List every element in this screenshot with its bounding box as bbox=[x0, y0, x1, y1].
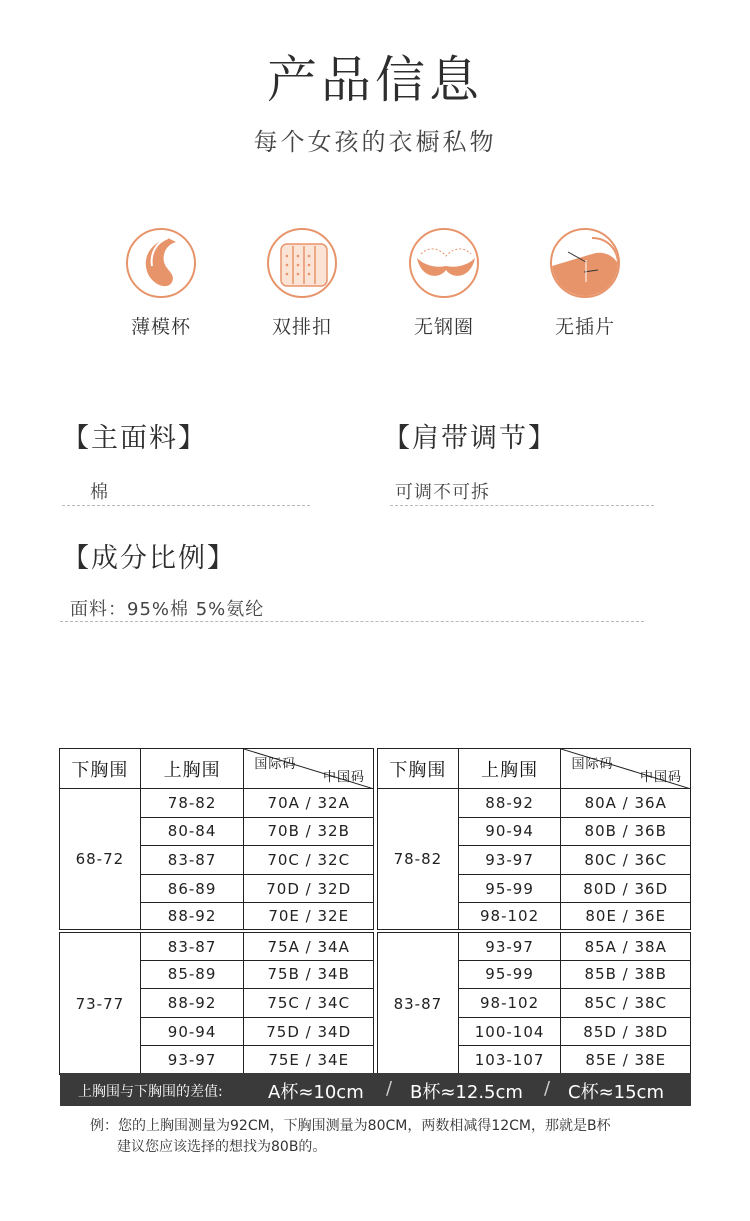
composition-heading: 【成分比例】 bbox=[62, 543, 236, 574]
bust-cell: 88-92 bbox=[140, 989, 244, 1018]
underbust-cell: 78-82 bbox=[378, 789, 459, 932]
bust-cell: 95-99 bbox=[458, 960, 561, 989]
bust-cell: 103-107 bbox=[458, 1046, 561, 1075]
header-underbust: 下胸围 bbox=[60, 749, 141, 789]
divider bbox=[390, 505, 654, 506]
feature-no-insert bbox=[525, 228, 645, 339]
feature-thin-cup bbox=[101, 228, 221, 339]
divider bbox=[60, 621, 644, 622]
bust-cell: 93-97 bbox=[458, 931, 561, 960]
note-line-1: 例：您的上胸围测量为92CM，下胸围测量为80CM，两数相减得12CM，那就是B杯 bbox=[90, 1118, 611, 1134]
bust-cell: 100-104 bbox=[458, 1017, 561, 1046]
page-title: 产品信息 bbox=[267, 51, 483, 109]
feature-label: 双排扣 bbox=[271, 316, 332, 338]
underbust-cell: 68-72 bbox=[60, 789, 141, 932]
header-underbust: 下胸围 bbox=[378, 749, 459, 789]
header-size bbox=[561, 749, 691, 789]
bust-cell: 98-102 bbox=[458, 989, 561, 1018]
bust-cell: 88-92 bbox=[458, 789, 561, 818]
feature-label: 无钢圈 bbox=[413, 316, 474, 338]
size-cell: 70A / 32A bbox=[244, 789, 374, 818]
bust-cell: 93-97 bbox=[140, 1046, 244, 1075]
bust-cell: 90-94 bbox=[140, 1017, 244, 1046]
page-subtitle: 每个女孩的衣橱私物 bbox=[253, 128, 497, 156]
size-cell: 85E / 38E bbox=[561, 1046, 691, 1075]
double-row-hook-icon bbox=[267, 228, 337, 298]
header-size bbox=[244, 749, 374, 789]
header-intl: 国际码 bbox=[571, 757, 614, 772]
bust-cell: 95-99 bbox=[458, 874, 561, 903]
header-intl: 国际码 bbox=[254, 757, 297, 772]
size-cell: 70D / 32D bbox=[244, 874, 374, 903]
strap-value: 可调不可拆 bbox=[395, 482, 490, 503]
bust-cell: 98-102 bbox=[458, 903, 561, 932]
header-bust: 上胸围 bbox=[140, 749, 244, 789]
cup-difference-bar bbox=[60, 1073, 691, 1106]
size-cell: 75A / 34A bbox=[244, 931, 374, 960]
bust-cell: 80-84 bbox=[140, 817, 244, 846]
no-insert-pad-icon bbox=[550, 228, 620, 298]
divider bbox=[62, 505, 310, 506]
header-bust: 上胸围 bbox=[458, 749, 561, 789]
size-table-right bbox=[377, 748, 691, 1075]
feature-double-hook bbox=[242, 228, 362, 339]
size-cell: 85D / 38D bbox=[561, 1017, 691, 1046]
composition-value: 面料：95%棉 5%氨纶 bbox=[70, 599, 265, 620]
note-line-2: 建议您应该选择的想找为80B的。 bbox=[117, 1139, 327, 1155]
header-cn: 中国码 bbox=[639, 770, 682, 785]
size-table-left bbox=[59, 748, 374, 1075]
header-cn: 中国码 bbox=[322, 770, 365, 785]
bust-cell: 88-92 bbox=[140, 903, 244, 932]
size-cell: 70E / 32E bbox=[244, 903, 374, 932]
main-fabric-heading: 【主面料】 bbox=[62, 423, 207, 454]
size-cell: 80C / 36C bbox=[561, 846, 691, 875]
size-cell: 85B / 38B bbox=[561, 960, 691, 989]
feature-label: 薄模杯 bbox=[130, 316, 191, 338]
size-cell: 80E / 36E bbox=[561, 903, 691, 932]
difference-label: 上胸围与下胸围的差值: bbox=[78, 1084, 223, 1100]
separator: / bbox=[544, 1078, 551, 1099]
size-cell: 85C / 38C bbox=[561, 989, 691, 1018]
cup-b-value: B杯≈12.5cm bbox=[410, 1082, 523, 1103]
cup-c-value: C杯≈15cm bbox=[568, 1082, 664, 1103]
underbust-cell: 73-77 bbox=[60, 931, 141, 1074]
size-cell: 75B / 34B bbox=[244, 960, 374, 989]
cup-a-value: A杯≈10cm bbox=[268, 1082, 364, 1103]
bust-cell: 83-87 bbox=[140, 846, 244, 875]
feature-wire-free bbox=[384, 228, 504, 339]
size-cell: 80B / 36B bbox=[561, 817, 691, 846]
wire-free-icon bbox=[409, 228, 479, 298]
bust-cell: 78-82 bbox=[140, 789, 244, 818]
size-cell: 75C / 34C bbox=[244, 989, 374, 1018]
size-cell: 70B / 32B bbox=[244, 817, 374, 846]
main-fabric-value: 棉 bbox=[90, 482, 109, 503]
feature-icons-row bbox=[0, 228, 750, 348]
bust-cell: 86-89 bbox=[140, 874, 244, 903]
example-note bbox=[90, 1116, 690, 1158]
bust-cell: 85-89 bbox=[140, 960, 244, 989]
bust-cell: 93-97 bbox=[458, 846, 561, 875]
size-cell: 70C / 32C bbox=[244, 846, 374, 875]
separator: / bbox=[386, 1078, 393, 1099]
size-cell: 80A / 36A bbox=[561, 789, 691, 818]
strap-heading: 【肩带调节】 bbox=[383, 423, 557, 454]
underbust-cell: 83-87 bbox=[378, 931, 459, 1074]
size-cell: 75E / 34E bbox=[244, 1046, 374, 1075]
bust-cell: 83-87 bbox=[140, 931, 244, 960]
feature-label: 无插片 bbox=[554, 316, 615, 338]
size-cell: 75D / 34D bbox=[244, 1017, 374, 1046]
size-cell: 80D / 36D bbox=[561, 874, 691, 903]
bust-cell: 90-94 bbox=[458, 817, 561, 846]
thin-mold-cup-icon bbox=[126, 228, 196, 298]
size-cell: 85A / 38A bbox=[561, 931, 691, 960]
